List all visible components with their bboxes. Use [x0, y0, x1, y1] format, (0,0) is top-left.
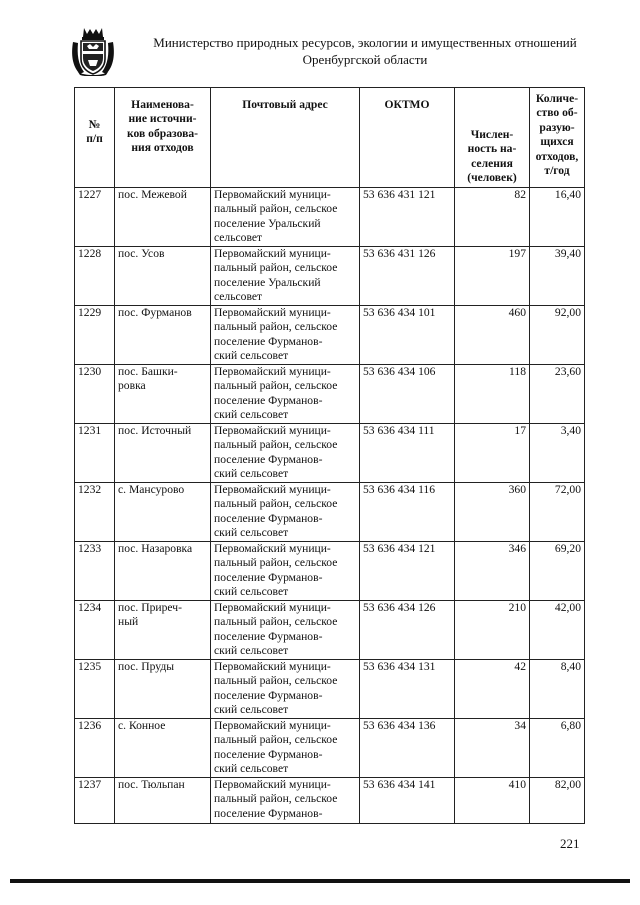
cell-line: пос. Башки- [118, 365, 178, 378]
population: 34 [455, 719, 530, 778]
population: 460 [455, 306, 530, 365]
region-name: Оренбургской области [302, 52, 428, 67]
table-row [75, 601, 585, 660]
cell-line: поселение Фурманов- [214, 511, 323, 525]
population: 42 [455, 660, 530, 719]
postal-address [211, 660, 360, 719]
cell-line: щихся [540, 135, 574, 149]
oktmo-code: 53 636 434 141 [360, 778, 455, 824]
bottom-rule [10, 879, 630, 883]
waste-amount: 23,60 [530, 365, 585, 424]
source-name [115, 306, 211, 365]
postal-address [211, 188, 360, 247]
source-name [115, 719, 211, 778]
table-row [75, 424, 585, 483]
cell-line: разую- [539, 120, 575, 134]
cell-line: пос. Источный [118, 424, 192, 437]
header-oktmo [360, 88, 455, 188]
postal-address [211, 306, 360, 365]
table-row [75, 188, 585, 247]
population: 82 [455, 188, 530, 247]
cell-line: пос. Межевой [118, 188, 187, 201]
cell-line: Первомайский муници- [214, 424, 331, 437]
cell-line: отходов, [535, 149, 579, 163]
cell-line: ский сельсовет [214, 703, 289, 717]
source-name [115, 660, 211, 719]
cell-line: пос. Приреч- [118, 601, 182, 614]
cell-line: Первомайский муници- [214, 483, 331, 496]
header-waste-amount [530, 88, 585, 188]
waste-amount: 82,00 [530, 778, 585, 824]
source-name [115, 778, 211, 824]
row-number: 1233 [75, 542, 115, 601]
postal-address [211, 247, 360, 306]
postal-address [211, 483, 360, 542]
table-row [75, 542, 585, 601]
cell-line: Первомайский муници- [214, 247, 331, 260]
cell-line: ность на- [467, 142, 517, 156]
cell-line: сельсовет [214, 231, 263, 245]
cell-line: пальный район, сельское [214, 202, 338, 216]
source-name [115, 365, 211, 424]
cell-line: поселение Фурманов- [214, 393, 323, 407]
cell-line: Наименова- [131, 98, 194, 111]
population: 197 [455, 247, 530, 306]
population: 17 [455, 424, 530, 483]
table-row [75, 247, 585, 306]
cell-line: ский сельсовет [214, 526, 289, 540]
oktmo-code: 53 636 434 131 [360, 660, 455, 719]
cell-line: ский сельсовет [214, 467, 289, 481]
cell-line: пос. Пруды [118, 660, 175, 673]
source-name [115, 188, 211, 247]
oktmo-code: 53 636 431 126 [360, 247, 455, 306]
header-source-name [115, 88, 211, 188]
cell-line: поселение Фурманов- [214, 629, 323, 643]
population: 118 [455, 365, 530, 424]
cell-line: пальный район, сельское [214, 438, 338, 452]
cell-line: пальный район, сельское [214, 497, 338, 511]
waste-registry-table [74, 87, 585, 824]
ministry-letterhead [120, 34, 610, 68]
cell-line: пальный район, сельское [214, 792, 338, 806]
row-number: 1232 [75, 483, 115, 542]
cell-line: № [88, 118, 101, 131]
row-number: 1229 [75, 306, 115, 365]
cell-line: пальный район, сельское [214, 261, 338, 275]
cell-line: поселение Уральский [214, 216, 321, 230]
waste-amount: 72,00 [530, 483, 585, 542]
cell-line: пальный район, сельское [214, 320, 338, 334]
population: 346 [455, 542, 530, 601]
row-number: 1230 [75, 365, 115, 424]
row-number: 1237 [75, 778, 115, 824]
cell-line: пальный район, сельское [214, 615, 338, 629]
header-postal-address [211, 88, 360, 188]
table-row [75, 719, 585, 778]
cell-line: пос. Усов [118, 247, 165, 260]
cell-line: ков образова- [126, 126, 199, 140]
cell-line: ровка [118, 379, 146, 393]
cell-line: селения [471, 156, 513, 170]
oktmo-code: 53 636 434 126 [360, 601, 455, 660]
row-number: 1235 [75, 660, 115, 719]
cell-line: Первомайский муници- [214, 542, 331, 555]
population: 410 [455, 778, 530, 824]
table-row [75, 483, 585, 542]
cell-line: сельсовет [214, 290, 263, 304]
cell-line: Первомайский муници- [214, 306, 331, 319]
waste-amount: 16,40 [530, 188, 585, 247]
postal-address [211, 424, 360, 483]
table-row [75, 660, 585, 719]
postal-address [211, 601, 360, 660]
population: 360 [455, 483, 530, 542]
cell-line: ский сельсовет [214, 349, 289, 363]
waste-amount: 42,00 [530, 601, 585, 660]
postal-address [211, 542, 360, 601]
cell-line: пальный район, сельское [214, 379, 338, 393]
source-name [115, 483, 211, 542]
row-number: 1231 [75, 424, 115, 483]
cell-line: поселение Фурманов- [214, 452, 323, 466]
waste-amount: 6,80 [530, 719, 585, 778]
cell-line: п/п [86, 132, 103, 146]
cell-line: Первомайский муници- [214, 719, 331, 732]
row-number: 1227 [75, 188, 115, 247]
oktmo-code: 53 636 431 121 [360, 188, 455, 247]
cell-line: поселение Фурманов- [214, 334, 323, 348]
cell-line: пос. Назаровка [118, 542, 193, 555]
cell-line: Первомайский муници- [214, 601, 331, 614]
cell-line: пальный район, сельское [214, 674, 338, 688]
waste-amount: 8,40 [530, 660, 585, 719]
postal-address [211, 365, 360, 424]
cell-line: ский сельсовет [214, 585, 289, 599]
cell-line: с. Конное [118, 719, 166, 732]
cell-line: ние источни- [128, 112, 197, 126]
table-row [75, 306, 585, 365]
source-name [115, 424, 211, 483]
cell-line: ство об- [536, 106, 578, 120]
header-population [455, 88, 530, 188]
cell-line: Первомайский муници- [214, 660, 331, 673]
table-row [75, 778, 585, 824]
row-number: 1228 [75, 247, 115, 306]
waste-amount: 39,40 [530, 247, 585, 306]
cell-line: пос. Фурманов [118, 306, 192, 319]
cell-line: Количе- [535, 92, 579, 105]
cell-line: Первомайский муници- [214, 778, 331, 791]
cell-line: Первомайский муници- [214, 188, 331, 201]
waste-amount: 69,20 [530, 542, 585, 601]
cell-line: Первомайский муници- [214, 365, 331, 378]
postal-address [211, 719, 360, 778]
cell-line: Числен- [470, 128, 514, 141]
cell-line: т/год [544, 164, 570, 178]
table-row [75, 365, 585, 424]
oktmo-code: 53 636 434 121 [360, 542, 455, 601]
row-number: 1234 [75, 601, 115, 660]
cell-line: ский сельсовет [214, 408, 289, 422]
population: 210 [455, 601, 530, 660]
cell-line: поселение Фурманов- [214, 570, 323, 584]
oktmo-code: 53 636 434 116 [360, 483, 455, 542]
coat-of-arms-icon [70, 26, 116, 76]
cell-line: пальный район, сельское [214, 556, 338, 570]
cell-line: ский сельсовет [214, 644, 289, 658]
header-number [75, 88, 115, 188]
cell-line: ный [118, 615, 139, 629]
page-number: 221 [560, 836, 580, 851]
source-name [115, 247, 211, 306]
oktmo-code: 53 636 434 136 [360, 719, 455, 778]
cell-line: ОКТМО [384, 98, 430, 111]
cell-line: с. Мансурово [118, 483, 185, 496]
cell-line: поселение Уральский [214, 275, 321, 289]
cell-line: пос. Тюльпан [118, 778, 185, 791]
cell-line: ский сельсовет [214, 762, 289, 776]
ministry-name: Министерство природных ресурсов, экологии и имущественных отношений [153, 35, 577, 50]
cell-line: пальный район, сельское [214, 733, 338, 747]
cell-line: Почтовый адрес [242, 98, 328, 111]
cell-line: ния отходов [131, 141, 194, 155]
cell-line: поселение Фурманов- [214, 806, 323, 820]
waste-amount: 92,00 [530, 306, 585, 365]
cell-line: (человек) [467, 171, 517, 185]
cell-line: поселение Фурманов- [214, 747, 323, 761]
oktmo-code: 53 636 434 101 [360, 306, 455, 365]
source-name [115, 542, 211, 601]
postal-address [211, 778, 360, 824]
row-number: 1236 [75, 719, 115, 778]
oktmo-code: 53 636 434 111 [360, 424, 455, 483]
waste-amount: 3,40 [530, 424, 585, 483]
source-name [115, 601, 211, 660]
oktmo-code: 53 636 434 106 [360, 365, 455, 424]
cell-line: поселение Фурманов- [214, 688, 323, 702]
table-header-row [75, 88, 585, 188]
